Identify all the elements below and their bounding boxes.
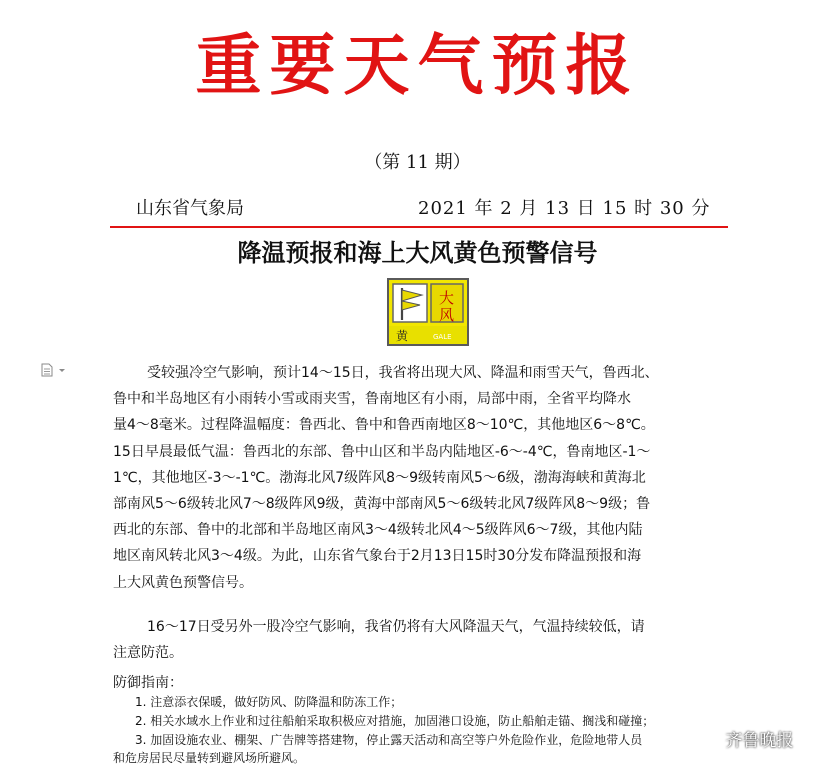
guide-item: 2. 相关水域水上作业和过往船舶采取积极应对措施，加固港口设施，防止船舶走锚、搁浅和碰撞； (135, 714, 655, 728)
header-divider (110, 226, 728, 228)
warning-english-label: GALE (433, 333, 452, 341)
warning-type-char-bottom: 风 (439, 306, 455, 324)
gale-yellow-warning-icon (387, 278, 469, 346)
text-line: 15日早晨最低气温：鲁西北的东部、鲁中山区和半岛内陆地区-6～-4℃，鲁南地区-1～ (113, 443, 651, 460)
document-icon[interactable] (41, 362, 67, 376)
issue-datetime: 2021 年 2 月 13 日 15 时 30 分 (418, 198, 711, 219)
text-line: 部南风5～6级转北风7～8级阵风9级，黄海中部南风5～6级转北风7级阵风8～9级；鲁 (113, 496, 651, 513)
page-title: 重要天气预报 (195, 27, 640, 104)
text-line: 上大风黄色预警信号。 (113, 574, 253, 591)
text-line: 受较强冷空气影响，预计14～15日，我省将出现大风、降温和雨雪天气，鲁西北、 (147, 365, 659, 381)
guide-item-continuation: 和危房居民尽量转到避风场所避风。 (113, 751, 306, 765)
guide-item: 1. 注意添衣保暖，做好防风、防降温和防冻工作； (135, 695, 403, 709)
warning-color-char: 黄 (396, 329, 409, 343)
warning-signal-graphic (389, 280, 467, 344)
watermark-text: 齐鲁晚报 (725, 731, 794, 751)
defense-guide-title: 防御指南： (113, 675, 183, 691)
issue-number: （第 11 期） (364, 152, 471, 173)
issuing-agency: 山东省气象局 (136, 198, 244, 219)
text-line: 西北的东部、鲁中的北部和半岛地区南风3～4级转北风4～5级阵风6～7级，其他内陆 (113, 522, 643, 539)
guide-item: 3. 加固设施农业、棚架、广告牌等搭建物，停止露天活动和高空等户外危险作业，危险地带人员 (135, 733, 643, 747)
text-line: 1℃，其他地区-3～-1℃。渤海北风7级阵风8～9级转南风5～6级，渤海海峡和黄海北 (113, 469, 646, 486)
warning-type-char-top: 大 (439, 289, 455, 307)
text-line: 地区南风转北风3～4级。为此，山东省气象台于2月13日15时30分发布降温预报和海 (113, 548, 642, 565)
wechat-icon (700, 730, 720, 750)
text-line: 注意防范。 (113, 645, 183, 662)
text-line: 量4～8毫米。过程降温幅度：鲁西北、鲁中和鲁西南地区8～10℃，其他地区6～8℃。 (113, 417, 655, 434)
forecast-headline: 降温预报和海上大风黄色预警信号 (237, 239, 598, 267)
forecast-paragraph-1 (113, 360, 735, 596)
text-line: 鲁中和半岛地区有小雨转小雪或雨夹雪，鲁南地区有小雨，局部中雨，全省平均降水 (113, 391, 631, 408)
forecast-paragraph-2 (113, 614, 735, 666)
source-watermark (700, 726, 820, 751)
text-line: 16～17日受另外一股冷空气影响，我省仍将有大风降温天气，气温持续较低，请 (147, 619, 645, 635)
